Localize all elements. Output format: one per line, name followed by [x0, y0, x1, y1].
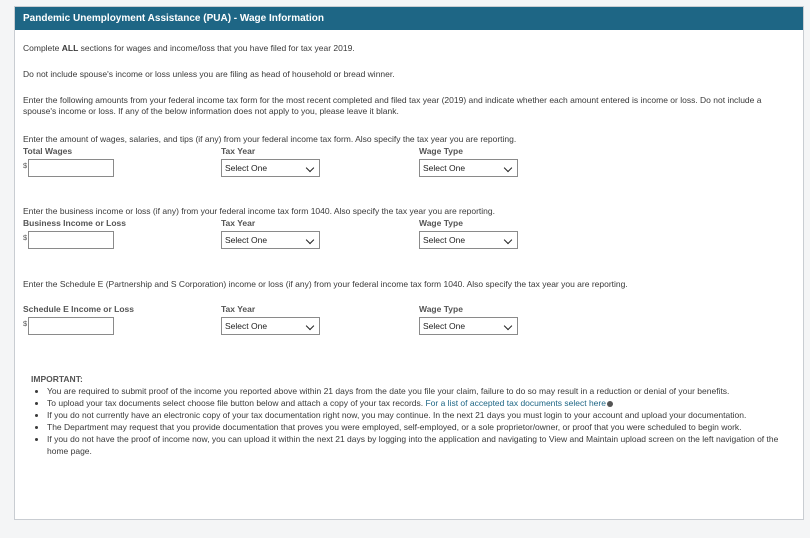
business-tax-year-value: Select One — [225, 235, 268, 245]
upload-instruction-text: To upload your tax documents select choose file button below and attach a copy of your tax records. — [47, 398, 426, 408]
info-icon — [607, 401, 613, 407]
list-item — [47, 397, 793, 409]
wages-tax-year-value: Select One — [225, 163, 268, 173]
wages-wage-type-label: Wage Type — [419, 146, 463, 156]
list-item: • The Department may request that you provide documentation that proves you were employed, self-employed, or a sole proprietor/owner, or proof that you were scheduled to begin work. — [47, 421, 793, 433]
business-wage-type-select[interactable] — [419, 231, 518, 249]
business-tax-year-label: Tax Year — [221, 218, 256, 228]
intro-line-1-pre: Complete — [23, 43, 62, 53]
total-wages-input[interactable] — [28, 159, 114, 177]
intro-line-3: Enter the following amounts from your federal income tax form for the most recent completed and filed tax year (2019) and indicate whether each amount entered is income or loss. Do not include a spouse's income or loss. If any of the below information does not apply to you, please leave it blank. — [23, 95, 762, 116]
schedule-e-tax-year-value: Select One — [225, 321, 268, 331]
wages-wage-type-select[interactable] — [419, 159, 518, 177]
chevron-down-icon — [504, 322, 512, 330]
business-income-label: Business Income or Loss — [23, 218, 126, 228]
wages-wage-type-value: Select One — [423, 163, 466, 173]
wages-instruction: Enter the amount of wages, salaries, and tips (if any) from your federal income tax form. Also specify the tax year you are reporting. — [23, 134, 517, 144]
intro-line-1 — [23, 43, 793, 54]
schedule-e-wage-type-label: Wage Type — [419, 304, 463, 314]
business-instruction: Enter the business income or loss (if any) from your federal income tax form 1040. Also specify the tax year you are reporting. — [23, 206, 495, 216]
accepted-documents-link[interactable]: For a list of accepted tax documents select here — [425, 398, 606, 408]
currency-symbol: $ — [23, 319, 28, 328]
total-wages-label: Total Wages — [23, 146, 73, 156]
intro-line-1-bold: ALL — [61, 43, 79, 53]
schedule-e-wage-type-select[interactable] — [419, 317, 518, 335]
schedule-e-instruction: Enter the Schedule E (Partnership and S Corporation) income or loss (if any) from your federal income tax form 1040. Also specify the tax year you are reporting. — [23, 279, 628, 289]
chevron-down-icon — [504, 236, 512, 244]
business-income-input[interactable] — [28, 231, 114, 249]
important-list — [31, 385, 793, 457]
intro-line-2: Do not include spouse's income or loss unless you are filing as head of household or bread winner. — [23, 69, 395, 79]
business-tax-year-select[interactable] — [221, 231, 320, 249]
schedule-e-tax-year-select[interactable] — [221, 317, 320, 335]
chevron-down-icon — [504, 164, 512, 172]
wages-tax-year-select[interactable] — [221, 159, 320, 177]
currency-symbol: $ — [23, 233, 28, 242]
schedule-e-income-label: Schedule E Income or Loss — [23, 304, 135, 314]
schedule-e-tax-year-label: Tax Year — [221, 304, 256, 314]
intro-line-1-post: sections for wages and income/loss that you have filed for tax year 2019. — [78, 43, 355, 53]
business-wage-type-label: Wage Type — [419, 218, 463, 228]
important-heading: IMPORTANT: — [31, 374, 83, 384]
chevron-down-icon — [306, 236, 314, 244]
schedule-e-income-input[interactable] — [28, 317, 114, 335]
list-item: • If you do not currently have an electronic copy of your tax documentation right now, you may continue. In the next 21 days you must login to your account and upload your documentation. — [47, 409, 793, 421]
wage-information-panel — [14, 6, 804, 520]
list-item: • You are required to submit proof of the income you reported above within 21 days from the date you file your claim, failure to do so may result in a reduction or denial of your benefits. — [47, 385, 793, 397]
list-item: • If you do not have the proof of income now, you can upload it within the next 21 days by logging into the application and navigating to View and Maintain upload screen on the left navigation of the home page. — [47, 433, 793, 457]
business-wage-type-value: Select One — [423, 235, 466, 245]
schedule-e-wage-type-value: Select One — [423, 321, 466, 331]
important-notice — [31, 373, 793, 457]
currency-symbol: $ — [23, 161, 28, 170]
panel-title: Pandemic Unemployment Assistance (PUA) - Wage Information — [15, 7, 803, 30]
chevron-down-icon — [306, 322, 314, 330]
chevron-down-icon — [306, 164, 314, 172]
wages-tax-year-label: Tax Year — [221, 146, 256, 156]
